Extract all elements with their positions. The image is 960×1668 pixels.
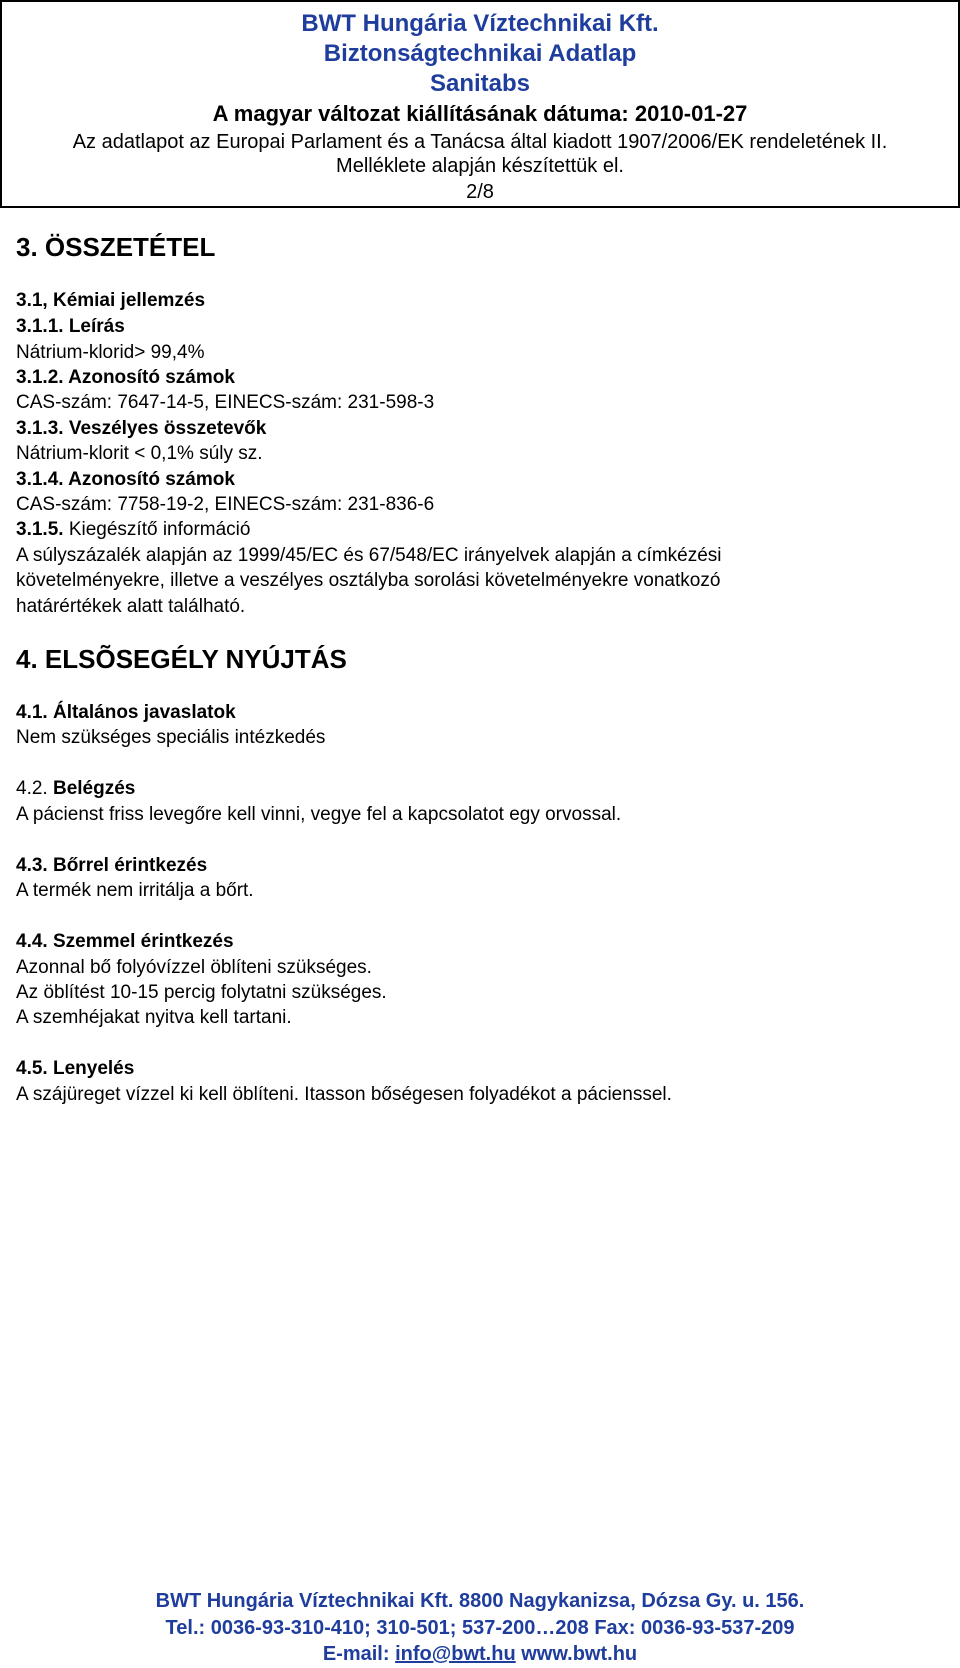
heading-4-1: 4.1. Általános javaslatok bbox=[16, 702, 236, 723]
heading-4-4: 4.4. Szemmel érintkezés bbox=[16, 931, 234, 952]
footer-phone-fax: Tel.: 0036-93-310-410; 310-501; 537-200…208 Fax: 0036-93-537-209 bbox=[165, 1617, 795, 1639]
heading-3-1-5 bbox=[16, 519, 250, 541]
text-4-4-line-2: Az öblítést 10-15 percig folytatni szükséges. bbox=[16, 982, 387, 1003]
footer-email-label: E-mail: bbox=[322, 1643, 396, 1665]
website-link[interactable]: www.bwt.hu bbox=[521, 1643, 638, 1665]
heading-4-5: 4.5. Lenyelés bbox=[16, 1058, 135, 1079]
text-3-1-1: Nátrium-klorid> 99,4% bbox=[16, 342, 205, 363]
document-header bbox=[0, 0, 960, 208]
text-4-3: A termék nem irritálja a bőrt. bbox=[16, 880, 254, 901]
heading-3-1-3: 3.1.3. Veszélyes összetevők bbox=[16, 418, 267, 439]
heading-4-2-number: 4.2. bbox=[16, 778, 53, 799]
heading-3-1-1: 3.1.1. Leírás bbox=[16, 316, 125, 337]
issue-date: A magyar változat kiállításának dátuma: 2010-01-27 bbox=[212, 101, 748, 126]
regulation-line-1: Az adatlapot az Europai Parlament és a Tanácsa által kiadott 1907/2006/EK rendeletének II. bbox=[72, 131, 888, 153]
heading-3-1-2: 3.1.2. Azonosító számok bbox=[16, 367, 235, 388]
text-4-4-line-1: Azonnal bő folyóvízzel öblíteni szükséges. bbox=[16, 957, 372, 978]
product-name: Sanitabs bbox=[429, 70, 531, 97]
heading-4-3: 4.3. Bőrrel érintkezés bbox=[16, 855, 208, 876]
text-4-4-line-3: A szemhéjakat nyitva kell tartani. bbox=[16, 1007, 292, 1028]
heading-3-1: 3.1, Kémiai jellemzés bbox=[16, 290, 206, 311]
text-4-2: A pácienst friss levegőre kell vinni, vegye fel a kapcsolatot egy orvossal. bbox=[16, 804, 622, 825]
regulation-line-2: Melléklete alapján készítettük el. bbox=[336, 155, 624, 177]
section-3-title: 3. ÖSSZETÉTEL bbox=[16, 232, 216, 262]
email-link[interactable]: info@bwt.hu bbox=[395, 1643, 516, 1665]
heading-4-2 bbox=[16, 778, 135, 800]
text-3-1-4: CAS-szám: 7758-19-2, EINECS-szám: 231-836-6 bbox=[16, 494, 435, 515]
heading-3-1-5-title: Kiegészítő információ bbox=[63, 519, 251, 540]
text-3-1-5-line-3: határértékek alatt található. bbox=[16, 596, 246, 617]
page-number: 2/8 bbox=[466, 181, 494, 203]
company-name: BWT Hungária Víztechnikai Kft. bbox=[301, 10, 659, 37]
text-3-1-5-line-1: A súlyszázalék alapján az 1999/45/EC és 67/548/EC irányelvek alapján a címkézési bbox=[16, 545, 722, 566]
text-3-1-2: CAS-szám: 7647-14-5, EINECS-szám: 231-598-3 bbox=[16, 392, 435, 413]
section-4-title: 4. ELSÕSEGÉLY NYÚJTÁS bbox=[16, 644, 347, 674]
text-4-5: A szájüreget vízzel ki kell öblíteni. Itasson bőségesen folyadékot a pácienssel. bbox=[16, 1084, 672, 1105]
footer-contact bbox=[0, 1643, 960, 1666]
heading-4-2-title: Belégzés bbox=[52, 778, 136, 799]
text-3-1-5-line-2: követelményekre, illetve a veszélyes osztályba sorolási követelményekre vonatkozó bbox=[16, 570, 721, 591]
footer-address: BWT Hungária Víztechnikai Kft. 8800 Nagykanizsa, Dózsa Gy. u. 156. bbox=[155, 1590, 805, 1612]
text-4-1: Nem szükséges speciális intézkedés bbox=[16, 727, 326, 748]
text-3-1-3: Nátrium-klorit < 0,1% súly sz. bbox=[16, 443, 263, 464]
sheet-title: Biztonságtechnikai Adatlap bbox=[323, 40, 637, 67]
heading-3-1-4: 3.1.4. Azonosító számok bbox=[16, 469, 235, 490]
heading-3-1-5-number: 3.1.5. bbox=[16, 519, 64, 540]
